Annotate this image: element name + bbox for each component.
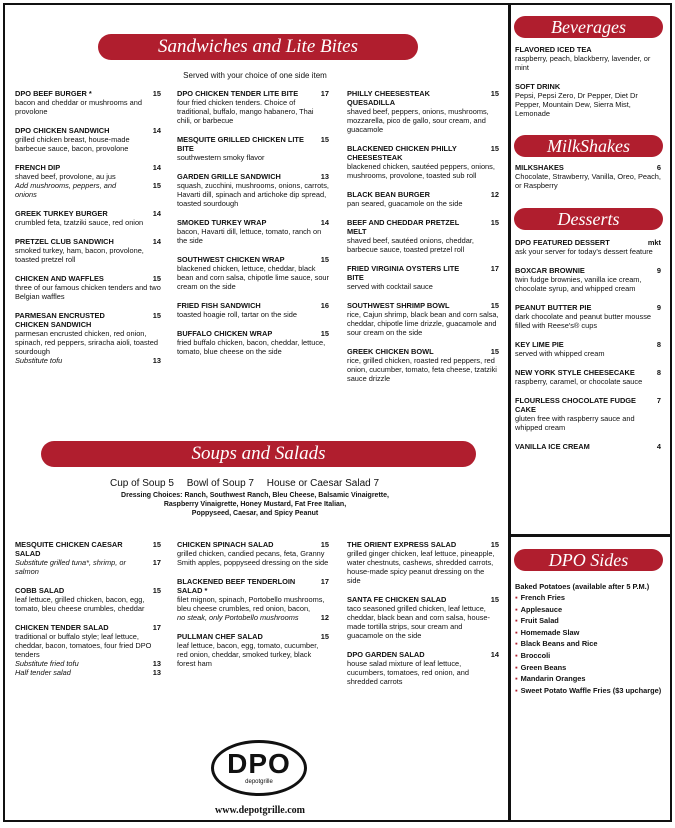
item-description: four fried chicken tenders. Choice of traditional, buffalo, mango habanero, Thai chili, or barbecue	[177, 98, 314, 125]
item-description: shaved beef, provolone, au jus	[15, 172, 116, 181]
item-description: squash, zucchini, mushrooms, onions, carrots, Havarti dill, spinach and artichoke dip spread, toasted sourdough	[177, 181, 329, 208]
item-price: 17	[320, 89, 329, 98]
dressing-line-3: Poppyseed, Caesar, and Spicy Peanut	[191, 510, 319, 517]
menu-item	[347, 650, 499, 686]
menu-item	[15, 163, 161, 199]
item-description: parmesan encrusted chicken, red onion, spinach, red peppers, sriracha aioli, toasted sourdough	[15, 329, 158, 356]
substitution-price: 13	[152, 668, 161, 677]
milkshakes-list	[515, 163, 661, 200]
side-item-label: Green Beans	[520, 662, 567, 672]
side-item	[515, 615, 661, 627]
item-price: 16	[320, 301, 329, 310]
item-description: gluten free with raspberry sauce and whipped cream	[515, 414, 635, 432]
menu-item	[347, 540, 499, 585]
substitution-price: 17	[152, 558, 161, 567]
item-description: bacon and cheddar or mushrooms and provolone	[15, 98, 142, 116]
item-name: MESQUITE CHICKEN CAESAR SALAD	[15, 540, 123, 558]
sides-banner: DPO Sides	[514, 549, 663, 571]
item-name: KEY LIME PIE	[515, 340, 564, 349]
menu-item	[347, 595, 499, 640]
side-item	[515, 673, 661, 685]
side-item	[515, 685, 661, 697]
item-description: leaf lettuce, grilled chicken, bacon, egg, tomato, bleu cheese crumbles, cheddar	[15, 595, 145, 613]
menu-item	[515, 45, 661, 72]
side-item	[515, 604, 661, 616]
item-price: 15	[152, 274, 161, 283]
desserts-banner: Desserts	[514, 208, 663, 230]
menu-item	[15, 126, 161, 153]
bullet-icon: ▪	[515, 674, 518, 684]
menu-item	[347, 347, 499, 383]
side-item-label: Applesauce	[520, 604, 563, 614]
menu-item	[177, 577, 329, 622]
menu-item	[177, 632, 329, 668]
item-name: BLACKENED CHICKEN PHILLY CHEESESTEAK	[347, 144, 457, 162]
item-name: GARDEN GRILLE SANDWICH	[177, 172, 281, 181]
item-name: COBB SALAD	[15, 586, 65, 595]
item-price: 13	[320, 172, 329, 181]
menu-item	[177, 218, 329, 245]
item-description: raspberry, peach, blackberry, lavender, or mint	[515, 54, 651, 72]
item-description: served with whipped cream	[515, 349, 605, 358]
item-name: BUFFALO CHICKEN WRAP	[177, 329, 273, 338]
salads-col-2	[177, 540, 329, 678]
menu-item	[347, 264, 499, 291]
item-substitution	[15, 668, 161, 677]
desserts-list	[515, 238, 661, 461]
menu-item	[177, 540, 329, 567]
bullet-icon: ▪	[515, 639, 518, 649]
item-price: 15	[152, 311, 161, 320]
side-item	[515, 592, 661, 604]
item-price: 15	[152, 540, 161, 549]
item-substitution	[15, 356, 161, 365]
item-name: CHICKEN TENDER SALAD	[15, 623, 109, 632]
menu-item	[347, 144, 499, 180]
item-name: BLACK BEAN BURGER	[347, 190, 430, 199]
bullet-icon: ▪	[515, 685, 518, 695]
menu-item	[515, 396, 661, 432]
sandwiches-col-3	[347, 89, 499, 393]
item-price: 14	[320, 218, 329, 227]
item-name: GREEK TURKEY BURGER	[15, 209, 108, 218]
menu-item	[15, 209, 161, 227]
item-price: 14	[152, 163, 161, 172]
sides-list	[515, 592, 661, 696]
item-description: served with cocktail sauce	[347, 282, 433, 291]
item-price: 17	[490, 264, 499, 273]
menu-item	[177, 172, 329, 208]
item-price: 17	[152, 623, 161, 632]
side-item-label: Broccoli	[520, 650, 551, 660]
item-price: 8	[656, 340, 661, 349]
side-item-label: Fruit Salad	[520, 616, 559, 626]
soup-prices	[105, 478, 384, 489]
menu-item	[515, 82, 661, 118]
menu-item	[177, 89, 329, 125]
item-price: 14	[152, 126, 161, 135]
menu-item	[15, 274, 161, 301]
menu-item	[15, 237, 161, 264]
item-price: 14	[152, 209, 161, 218]
item-description: smoked turkey, ham, bacon, provolone, toasted pretzel roll	[15, 246, 144, 264]
substitution-price: 12	[320, 613, 329, 622]
item-price: 15	[320, 540, 329, 549]
bullet-icon: ▪	[515, 650, 518, 660]
item-name: SOUTHWEST SHRIMP BOWL	[347, 301, 450, 310]
item-substitution	[177, 613, 329, 622]
item-price: 4	[656, 442, 661, 451]
item-name: BLACKENED BEEF TENDERLOIN SALAD *	[177, 577, 296, 595]
item-name: PULLMAN CHEF SALAD	[177, 632, 263, 641]
logo-tagline: depotgrille	[245, 779, 273, 785]
substitution-text: Substitute tofu	[15, 356, 63, 365]
side-item	[515, 650, 661, 662]
item-name: BOXCAR BROWNIE	[515, 266, 585, 275]
house-salad: House or Caesar Salad 7	[266, 478, 380, 489]
item-description: Pepsi, Pepsi Zero, Dr Pepper, Diet Dr Pepper, Mountain Dew, Sierra Mist, Lemonade	[515, 91, 638, 118]
item-name: MESQUITE GRILLED CHICKEN LITE BITE	[177, 135, 304, 153]
soups-banner: Soups and Salads	[41, 441, 476, 467]
item-description: fried buffalo chicken, bacon, cheddar, lettuce, tomato, blue cheese on the side	[177, 338, 326, 356]
item-price: 9	[656, 266, 661, 275]
dressing-line-2: Raspberry Vinaigrette, Honey Mustard, Fat Free Italian,	[163, 501, 347, 508]
bullet-icon: ▪	[515, 616, 518, 626]
sandwiches-note: Served with your choice of one side item	[183, 71, 327, 80]
item-description: crumbled feta, tzatziki sauce, red onion	[15, 218, 144, 227]
menu-item	[515, 368, 661, 386]
item-description: rice, Cajun shrimp, black bean and corn salsa, cheddar, chipotle lime drizzle, guacamole and sour cream on the side	[347, 310, 499, 337]
item-name: GREEK CHICKEN BOWL	[347, 347, 434, 356]
item-description: traditional or buffalo style; leaf lettuce, cheddar, bacon, tomatoes, four fried DPO tenders	[15, 632, 152, 659]
menu-item	[15, 586, 161, 613]
item-price: 15	[320, 255, 329, 264]
side-item	[515, 638, 661, 650]
menu-item	[347, 218, 499, 254]
item-name: SOFT DRINK	[515, 82, 561, 91]
item-name: FLOURLESS CHOCOLATE FUDGE CAKE	[515, 396, 636, 414]
item-price: 7	[656, 396, 661, 405]
menu-item	[177, 301, 329, 319]
sandwiches-col-2	[177, 89, 329, 366]
sides-heading: Baked Potatoes (available after 5 P.M.)	[515, 582, 650, 591]
substitution-price: 13	[152, 659, 161, 668]
menu-item	[515, 442, 661, 451]
beverages-banner: Beverages	[514, 16, 663, 38]
sandwiches-col-1	[15, 89, 161, 375]
item-name: DPO CHICKEN TENDER LITE BITE	[177, 89, 299, 98]
item-price: 12	[490, 190, 499, 199]
beverages-list	[515, 45, 661, 128]
menu-item	[347, 89, 499, 134]
substitution-text: no steak, only Portobello mushrooms	[177, 613, 299, 622]
item-description: grilled chicken breast, house-made barbecue sauce, bacon, provolone	[15, 135, 130, 153]
item-name: FLAVORED ICED TEA	[515, 45, 592, 54]
item-description: dark chocolate and peanut butter mousse filled with Reese's® cups	[515, 312, 651, 330]
item-description: grilled ginger chicken, leaf lettuce, pineapple, water chestnuts, cashews, shredded carrots, house-made spicy peanut dressing on the side	[347, 549, 495, 585]
item-description: southwestern smoky flavor	[177, 153, 265, 162]
item-name: FRIED FISH SANDWICH	[177, 301, 261, 310]
item-name: DPO BEEF BURGER *	[15, 89, 92, 98]
side-item-label: Sweet Potato Waffle Fries ($3 upcharge)	[520, 685, 662, 695]
item-name: FRIED VIRGINIA OYSTERS LITE BITE	[347, 264, 460, 282]
menu-item	[177, 255, 329, 291]
item-name: THE ORIENT EXPRESS SALAD	[347, 540, 457, 549]
sandwiches-banner: Sandwiches and Lite Bites	[98, 34, 418, 60]
substitution-price: 15	[152, 181, 161, 190]
item-name: PRETZEL CLUB SANDWICH	[15, 237, 114, 246]
item-description: taco seasoned grilled chicken, leaf lettuce, cheddar, black bean and corn salsa, house-made tortilla strips, sour cream and guacamole on the side	[347, 604, 490, 640]
substitution-text: Substitute fried tofu	[15, 659, 79, 668]
item-description: rice, grilled chicken, roasted red peppers, red onion, cucumber, tomato, feta cheese, tzatziki sauce drizzle	[347, 356, 497, 383]
item-price: 15	[320, 135, 329, 144]
website-url[interactable]: www.depotgrille.com	[215, 805, 305, 816]
salads-col-1	[15, 540, 161, 687]
item-name: PEANUT BUTTER PIE	[515, 303, 592, 312]
item-description: toasted hoagie roll, tartar on the side	[177, 310, 297, 319]
vertical-divider	[508, 5, 511, 820]
sidebar-divider	[508, 534, 670, 537]
bullet-icon: ▪	[515, 627, 518, 637]
menu-item	[515, 238, 661, 256]
menu-item	[15, 623, 161, 677]
item-description: twin fudge brownies, vanilla ice cream, chocolate syrup, and whipped cream	[515, 275, 642, 293]
item-price: 15	[152, 89, 161, 98]
item-price: 8	[656, 368, 661, 377]
item-description: raspberry, caramel, or chocolate sauce	[515, 377, 643, 386]
side-item	[515, 662, 661, 674]
item-price: 15	[490, 144, 499, 153]
item-description: shaved beef, peppers, onions, mushrooms, mozzarella, pico de gallo, sour cream, and guacamole	[347, 107, 489, 134]
item-description: leaf lettuce, bacon, egg, tomato, cucumber, red onion, cheddar, smoked turkey, black forest ham	[177, 641, 319, 668]
side-item-label: Black Beans and Rice	[520, 639, 598, 649]
menu-item	[177, 135, 329, 162]
menu-item	[515, 163, 661, 190]
item-name: DPO GARDEN SALAD	[347, 650, 425, 659]
side-item-label: Mandarin Oranges	[520, 674, 586, 684]
item-name: SMOKED TURKEY WRAP	[177, 218, 267, 227]
item-name: PARMESAN ENCRUSTED CHICKEN SANDWICH	[15, 311, 105, 329]
item-price: 6	[656, 163, 661, 172]
side-item	[515, 627, 661, 639]
item-description: grilled chicken, candied pecans, feta, Granny Smith apples, poppyseed dressing on the side	[177, 549, 329, 567]
item-price: 15	[490, 540, 499, 549]
menu-page	[3, 3, 672, 822]
menu-item	[15, 540, 161, 576]
item-price: 15	[490, 595, 499, 604]
item-substitution	[15, 558, 161, 576]
menu-item	[15, 89, 161, 116]
item-price: 14	[152, 237, 161, 246]
item-price: 15	[490, 301, 499, 310]
item-price: mkt	[647, 238, 661, 247]
item-description: Chocolate, Strawberry, Vanilla, Oreo, Peach, or Raspberry	[515, 172, 661, 190]
menu-item	[347, 190, 499, 208]
side-item-label: French Fries	[520, 593, 565, 602]
substitution-text: Half tender salad	[15, 668, 71, 677]
item-name: SOUTHWEST CHICKEN WRAP	[177, 255, 285, 264]
cup-of-soup: Cup of Soup 5	[110, 478, 174, 489]
item-name: CHICKEN SPINACH SALAD	[177, 540, 274, 549]
item-name: MILKSHAKES	[515, 163, 564, 172]
item-description: shaved beef, sautéed onions, cheddar, barbecue sauce, toasted pretzel roll	[347, 236, 474, 254]
item-name: FRENCH DIP	[15, 163, 61, 172]
item-price: 15	[490, 347, 499, 356]
item-price: 15	[320, 329, 329, 338]
substitution-text: Substitute grilled tuna*, shrimp, or salmon	[15, 558, 126, 576]
bullet-icon: ▪	[515, 604, 518, 614]
item-price: 15	[320, 632, 329, 641]
side-item-label: Homemade Slaw	[520, 627, 580, 637]
item-description: bacon, Havarti dill, lettuce, tomato, ranch on the side	[177, 227, 322, 245]
item-name: VANILLA ICE CREAM	[515, 442, 590, 451]
menu-item	[515, 266, 661, 293]
item-description: three of our famous chicken tenders and two Belgian waffles	[15, 283, 161, 301]
item-name: DPO CHICKEN SANDWICH	[15, 126, 110, 135]
item-description: filet mignon, spinach, Portobello mushrooms, bleu cheese crumbles, red onion, bacon,	[177, 595, 325, 613]
item-name: DPO FEATURED DESSERT	[515, 238, 610, 247]
item-price: 14	[490, 650, 499, 659]
dressing-line-1: Dressing Choices: Ranch, Southwest Ranch, Bleu Cheese, Balsamic Vinaigrette,	[121, 492, 389, 499]
logo-text: DPO	[227, 748, 291, 779]
item-name: CHICKEN AND WAFFLES	[15, 274, 104, 283]
substitution-price: 13	[152, 356, 161, 365]
menu-item	[177, 329, 329, 356]
bowl-of-soup: Bowl of Soup 7	[186, 478, 254, 489]
bullet-icon: ▪	[515, 593, 518, 602]
item-price: 17	[320, 577, 329, 586]
bullet-icon: ▪	[515, 662, 518, 672]
item-substitution	[15, 181, 161, 199]
item-price: 15	[490, 218, 499, 227]
milkshakes-banner: MilkShakes	[514, 135, 663, 157]
item-name: SANTA FE CHICKEN SALAD	[347, 595, 447, 604]
item-substitution	[15, 659, 161, 668]
dpo-logo	[211, 740, 307, 796]
menu-item	[515, 303, 661, 330]
item-description: ask your server for today's dessert feature	[515, 247, 653, 256]
item-description: blackened chicken, lettuce, cheddar, black bean and corn salsa, chipotle lime sauce, sour cream on the side	[177, 264, 330, 291]
item-description: pan seared, guacamole on the side	[347, 199, 463, 208]
substitution-text: Add mushrooms, peppers, and onions	[15, 181, 117, 199]
item-price: 15	[152, 586, 161, 595]
item-price: 15	[490, 89, 499, 98]
salads-col-3	[347, 540, 499, 696]
item-description: house salad mixture of leaf lettuce, cucumbers, tomatoes, red onion, and shredded carrots	[347, 659, 470, 686]
item-name: BEEF AND CHEDDAR PRETZEL MELT	[347, 218, 460, 236]
menu-item	[347, 301, 499, 337]
item-description: blackened chicken, sautéed peppers, onions, mushrooms, provolone, toasted sub roll	[347, 162, 495, 180]
menu-item	[15, 311, 161, 365]
item-name: PHILLY CHEESESTEAK QUESADILLA	[347, 89, 430, 107]
item-price: 9	[656, 303, 661, 312]
item-name: NEW YORK STYLE CHEESECAKE	[515, 368, 635, 377]
menu-item	[515, 340, 661, 358]
